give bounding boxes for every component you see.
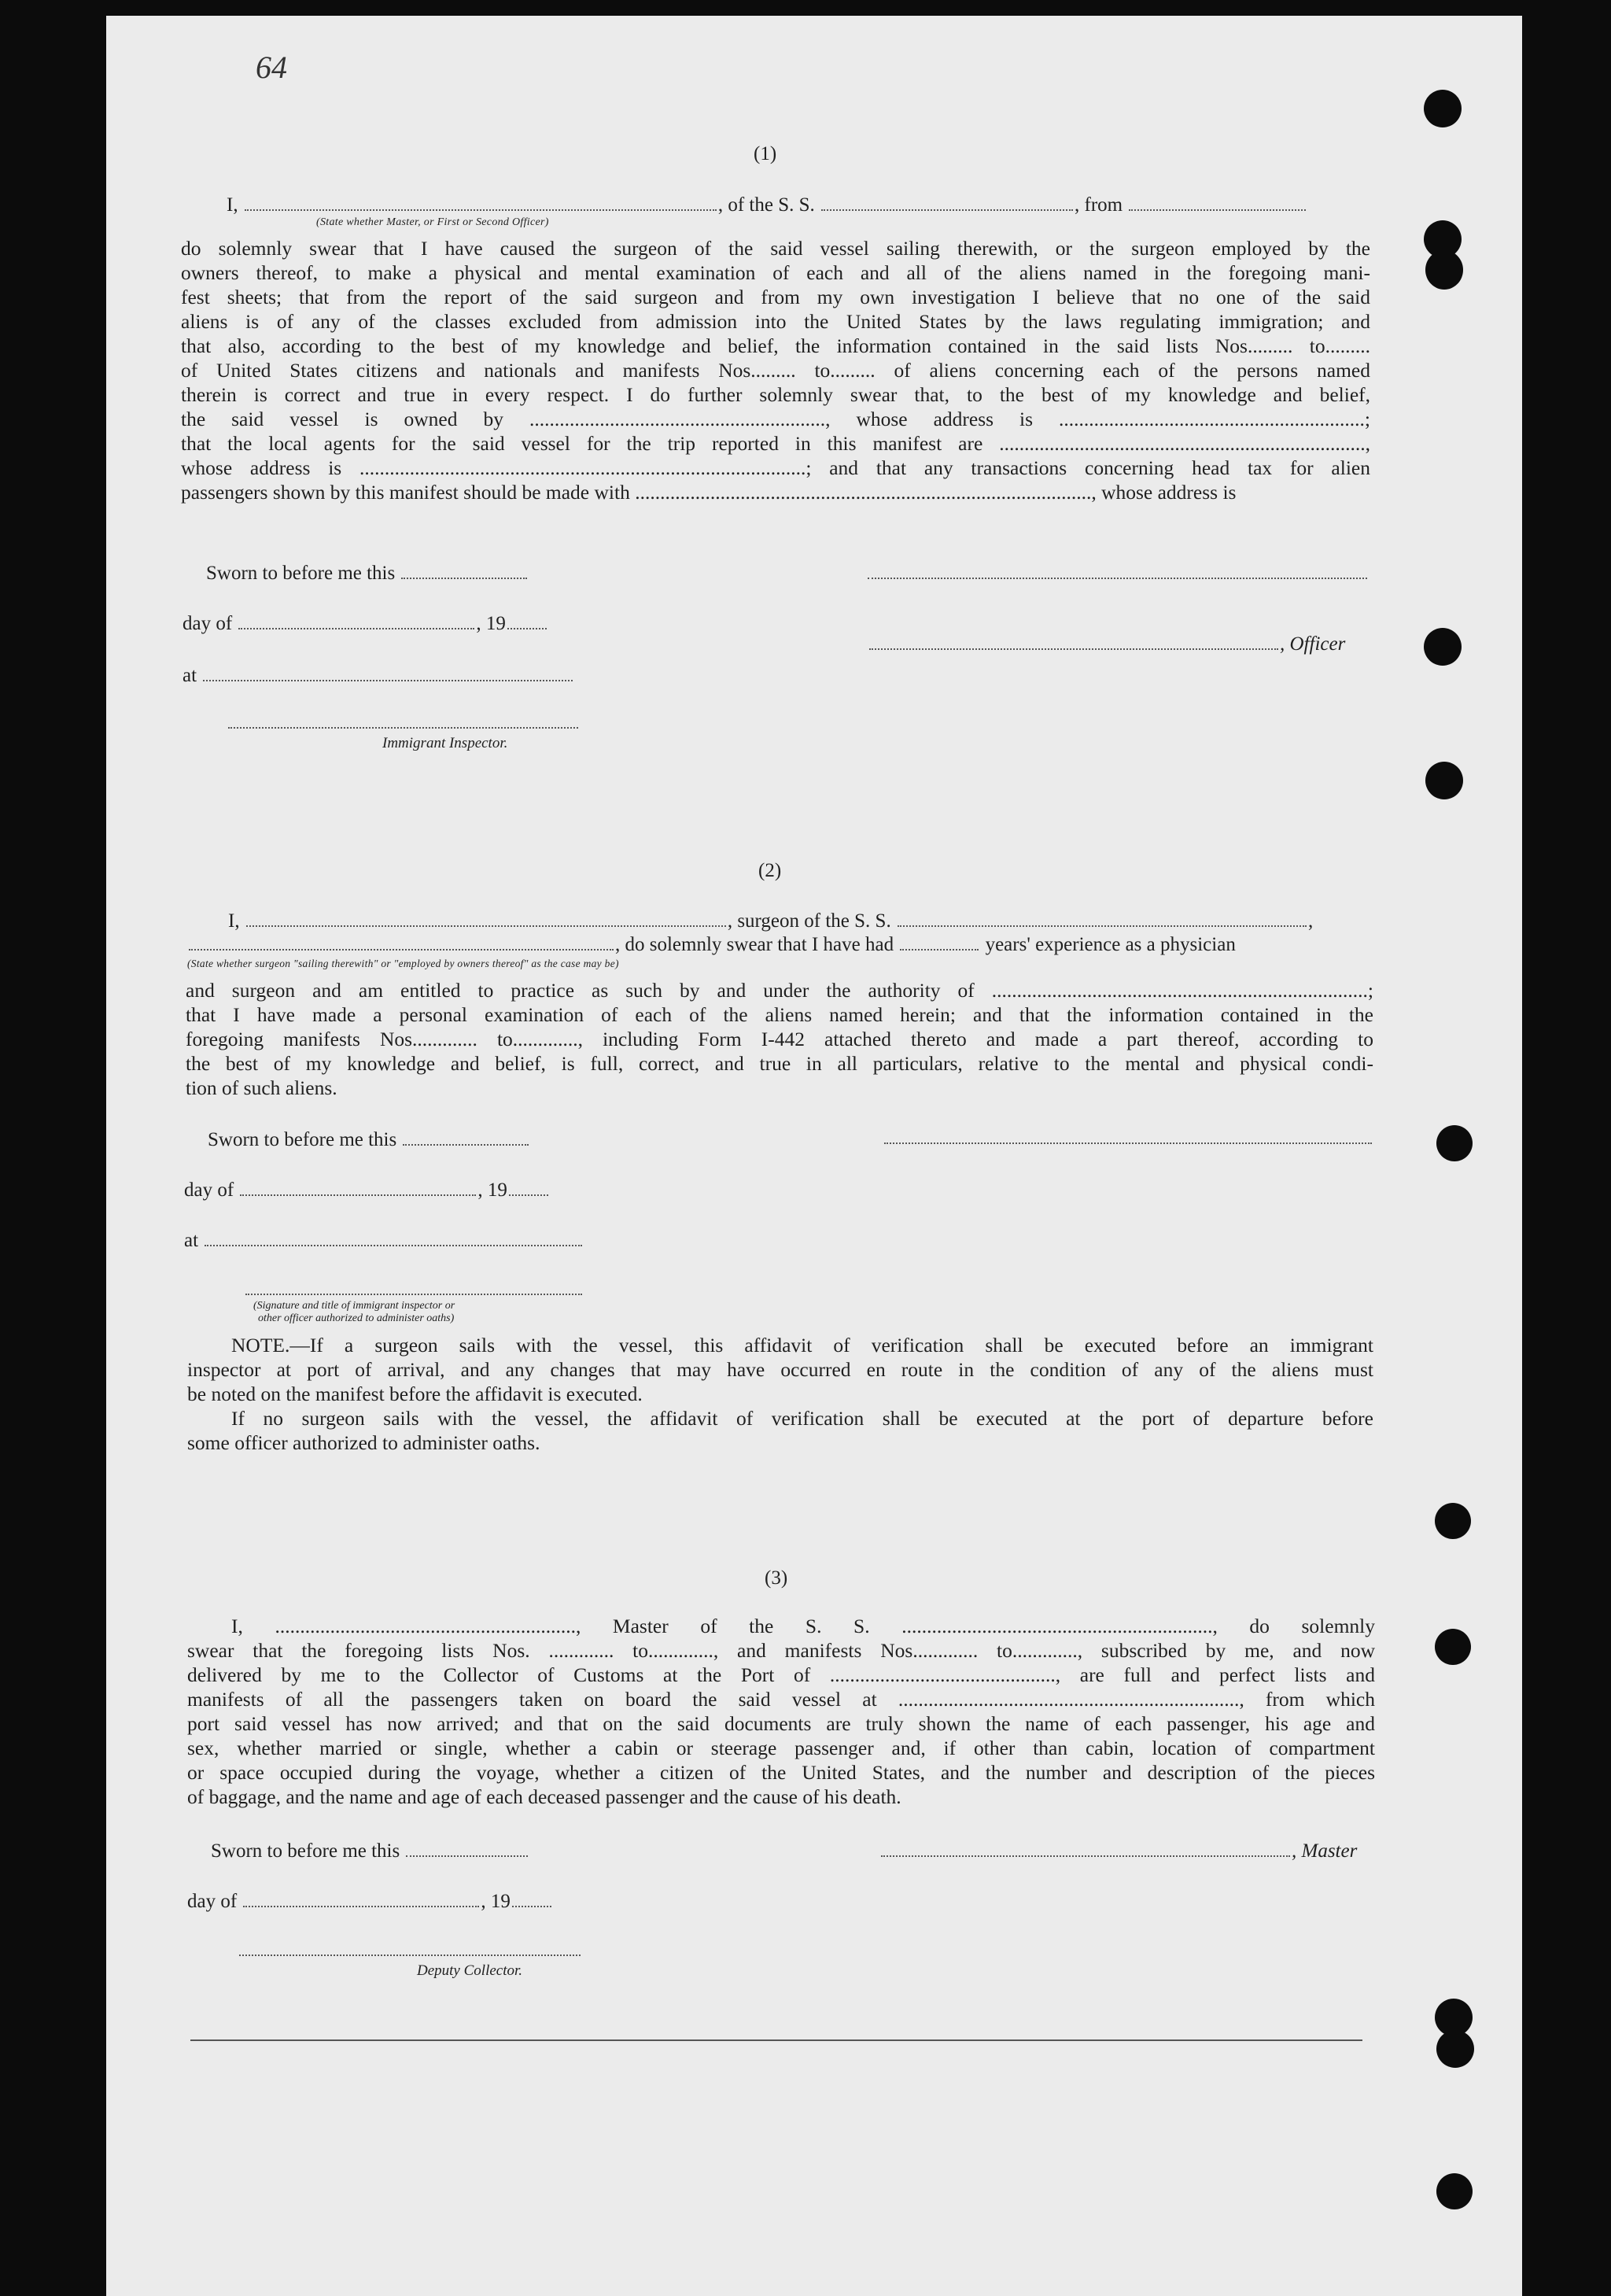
at-label: at [182, 665, 197, 686]
oath-line: fest sheets; that from the report of the said surgeon and from my own investigation I believe that no one of the said [181, 286, 1370, 308]
day-of-label: day of [182, 613, 233, 634]
punch-hole [1425, 762, 1463, 799]
day-of-line [182, 614, 548, 633]
sworn-label: Sworn to before me this [208, 1129, 397, 1150]
punch-hole [1436, 1125, 1473, 1161]
oath-line: swear that the foregoing lists Nos. ............. to............., and manifests Nos............. to............., subscribed by me, and now [187, 1639, 1375, 1662]
place-field[interactable] [205, 1245, 582, 1246]
ship-name-field[interactable] [821, 209, 1073, 211]
oath-line: and surgeon and am entitled to practice as such by and under the authority of ...........................................................................; [186, 979, 1373, 1002]
officer-rank-caption: (State whether Master, or First or Second Officer) [316, 216, 549, 228]
oath-line: do solemnly swear that I have caused the surgeon of the said vessel sailing therewith, or the surgeon employed by the [181, 237, 1370, 260]
section-3-oath-text [187, 1614, 1375, 1809]
day-of-line [184, 1180, 550, 1200]
oath-line: delivered by me to the Collector of Customs at the Port of ............................................., are full and perfect lists and [187, 1663, 1375, 1686]
sworn-label: Sworn to before me this [211, 1840, 400, 1862]
ship-name-field[interactable] [898, 925, 1307, 927]
from-label: , from [1075, 194, 1123, 216]
section-2-second-line [187, 935, 1236, 954]
note-line: be noted on the manifest before the affidavit is executed. [187, 1382, 643, 1405]
note-line: inspector at port of arrival, and any changes that may have occurred en route in the condition of any of the aliens must [187, 1358, 1373, 1381]
swear-label: , do solemnly swear that I have had [615, 934, 894, 955]
day-of-label: day of [184, 1179, 234, 1201]
note-line: some officer authorized to administer oaths. [187, 1431, 540, 1454]
oath-line: or space occupied during the voyage, whether a citizen of the United States, and the number and description of the pieces [187, 1761, 1375, 1784]
inspector-signature-line[interactable] [245, 1294, 582, 1295]
departure-port-field[interactable] [1129, 209, 1306, 211]
signature-caption: (Signature and title of immigrant inspector or [253, 1300, 455, 1312]
oath-line: that I have made a personal examination of each of the aliens named herein; and that the information contained in the [186, 1003, 1373, 1026]
sworn-line [206, 563, 529, 583]
oath-line: that also, according to the best of my knowledge and belief, the information contained in the said lists Nos......... to......... [181, 334, 1370, 357]
surgeon-status-field[interactable] [189, 949, 614, 951]
oath-line: of United States citizens and nationals and manifests Nos......... to......... of aliens concerning each of the persons named [181, 359, 1370, 382]
month-field[interactable] [238, 628, 474, 629]
sworn-date-field[interactable] [403, 1144, 529, 1146]
surgeon-label: , surgeon of the S. S. [727, 910, 891, 932]
officer-line [868, 634, 1345, 654]
year-field[interactable] [507, 628, 547, 629]
punch-hole [1435, 1629, 1471, 1665]
oath-line: passengers shown by this manifest should be made with ..........................................................................................., whose address is [181, 481, 1237, 504]
section-3-number: (3) [765, 1567, 788, 1589]
master-signature-field[interactable] [881, 1855, 1290, 1857]
margin-handwritten-note: 64 [256, 50, 287, 85]
sworn-date-field[interactable] [406, 1855, 528, 1857]
surgeon-signature-line[interactable] [884, 1142, 1372, 1144]
sworn-date-field[interactable] [401, 578, 527, 579]
section-1-number: (1) [754, 143, 777, 164]
oath-line: sex, whether married or single, whether a cabin or steerage passenger and, if other than cabin, location of compartment [187, 1737, 1375, 1759]
year-prefix: , 19 [476, 613, 506, 634]
at-label: at [184, 1230, 199, 1251]
oath-line: tion of such aliens. [186, 1076, 337, 1099]
punch-hole [1436, 2173, 1473, 2209]
oath-line: port said vessel has now arrived; and that on the said documents are truly shown the name of each passenger, his age and [187, 1712, 1375, 1735]
sworn-line [208, 1130, 530, 1150]
deputy-collector-caption: Deputy Collector. [417, 1962, 523, 1979]
sworn-line [211, 1841, 529, 1861]
note-line: If no surgeon sails with the vessel, the affidavit of verification shall be executed at the port of departure before [231, 1407, 1373, 1430]
officer-label: , Officer [1280, 633, 1346, 655]
surgeon-status-caption: (State whether surgeon "sailing therewith" or "employed by owners thereof" as the case may be) [187, 958, 619, 969]
section-2-oath-text [186, 978, 1373, 1100]
officer-name-field[interactable] [245, 209, 717, 211]
oath-line: whose address is .........................................................................................; and that any transactions concerning head tax for alien [181, 456, 1370, 479]
oath-line: of baggage, and the name and age of each deceased passenger and the cause of his death. [187, 1785, 901, 1808]
punch-hole [1425, 250, 1463, 290]
years-field[interactable] [900, 949, 979, 951]
collector-signature-line[interactable] [239, 1955, 581, 1956]
section-2-note-text [187, 1333, 1373, 1455]
officer-signature-line[interactable] [868, 578, 1367, 579]
month-field[interactable] [243, 1906, 479, 1907]
oath-line: owners thereof, to make a physical and mental examination of each and all of the aliens named in the foregoing mani- [181, 261, 1370, 284]
day-of-label: day of [187, 1891, 238, 1912]
day-of-line [187, 1892, 553, 1911]
master-label: , Master [1292, 1840, 1358, 1862]
oath-line: aliens is of any of the classes excluded from admission into the United States by the laws regulating immigration; and [181, 310, 1370, 333]
oath-line: foregoing manifests Nos............. to............., including Form I-442 attached thereto and made a part thereof, according to [186, 1028, 1373, 1050]
punch-hole [1424, 628, 1462, 666]
signature-caption: other officer authorized to administer oaths) [258, 1312, 455, 1324]
section-2-number: (2) [758, 860, 782, 881]
punch-hole [1435, 1503, 1471, 1539]
year-field[interactable] [509, 1194, 548, 1196]
at-line [182, 666, 574, 685]
punch-hole [1424, 90, 1462, 127]
officer-signature-field[interactable] [869, 648, 1278, 650]
inspector-caption: Immigrant Inspector. [382, 735, 508, 751]
surgeon-name-field[interactable] [246, 925, 726, 927]
of-ss-label: , of the S. S. [717, 194, 815, 216]
oath-line: the said vessel is owned by ..........................................................., whose address is .............................................................; [181, 408, 1370, 430]
place-field[interactable] [203, 680, 573, 681]
oath-line: I, ............................................................, Master of the S. S. .............................................................., do solemnly [231, 1615, 1375, 1637]
oath-line: therein is correct and true in every respect. I do further solemnly swear that, to the best of my knowledge and belief, [181, 383, 1370, 406]
oath-line: the best of my knowledge and belief, is full, correct, and true in all particulars, relative to the mental and physical condi- [186, 1052, 1373, 1075]
note-line: NOTE.—If a surgeon sails with the vessel, this affidavit of verification shall be executed before an immigrant [231, 1334, 1373, 1357]
master-line [879, 1841, 1357, 1861]
oath-line: that the local agents for the said vessel for the trip reported in this manifest are ........................................................................., [181, 432, 1370, 455]
inspector-signature-line[interactable] [228, 727, 578, 729]
section-2-first-line: I, , surgeon of the S. S. , [228, 910, 1314, 932]
oath-line: manifests of all the passengers taken on board the said vessel at ...................................................................., from which [187, 1688, 1375, 1711]
month-field[interactable] [240, 1194, 476, 1196]
year-prefix: , 19 [477, 1179, 507, 1201]
sworn-label: Sworn to before me this [206, 563, 396, 584]
year-prefix: , 19 [481, 1891, 511, 1912]
year-field[interactable] [512, 1906, 551, 1907]
punch-hole [1436, 2030, 1474, 2068]
i-label: I, [227, 194, 238, 216]
at-line [184, 1231, 584, 1250]
bottom-rule [190, 2039, 1362, 2041]
i-label: I, [228, 910, 240, 932]
years-label: years' experience as a physician [985, 934, 1236, 955]
section-1-first-line [227, 195, 1307, 215]
section-1-oath-text [181, 236, 1370, 504]
